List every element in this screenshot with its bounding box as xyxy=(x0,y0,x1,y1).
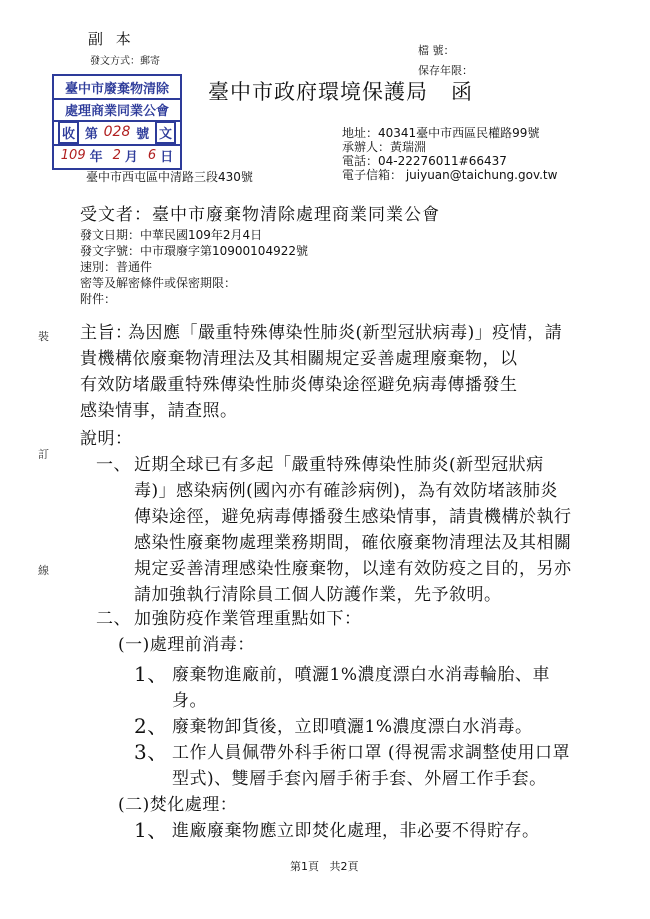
stamp-line1: 臺中市廢棄物清除 xyxy=(54,76,180,100)
item2-text: 加強防疫作業管理重點如下： xyxy=(134,609,362,629)
contact-email: 電子信箱： juiyuan@taichung.gov.tw xyxy=(342,168,558,182)
stamp-receipt-row xyxy=(54,120,180,146)
page-footer: 第1頁 共2頁 xyxy=(290,860,359,873)
contact-address: 地址：40341臺中市西區民權路99號 xyxy=(342,126,540,140)
item2-number: 二、 xyxy=(96,609,131,629)
binding-mark-2: 訂 xyxy=(38,448,49,461)
sub1-p1-line-1: 廢棄物進廠前，噴灑1%濃度漂白水消毒輪胎、車 xyxy=(172,665,550,685)
item1-line-6: 請加強執行清除員工個人防護作業，先予敘明。 xyxy=(134,585,502,605)
document-title: 臺中市政府環境保護局 函 xyxy=(208,80,474,104)
contact-phone: 電話：04-22276011#66437 xyxy=(342,154,507,168)
item1-line-3: 傳染途徑，避免病毒傳播發生感染情事，請貴機構於執行 xyxy=(134,507,572,527)
subject-label: 主旨： xyxy=(80,323,133,343)
stamp-recv-number: 028 xyxy=(103,124,131,140)
send-method: 發文方式：郵寄 xyxy=(90,56,160,67)
sub1-p3-number: 3、 xyxy=(134,740,168,764)
stamp-line2: 處理商業同業公會 xyxy=(54,98,180,122)
subject-line-2: 貴機構依廢棄物清理法及其相關規定妥善處理廢棄物，以 xyxy=(80,349,518,369)
binding-mark-3: 線 xyxy=(38,564,49,577)
stamp-recv-prefix: 第 xyxy=(84,126,98,142)
sub1-p3-line-1: 工作人員佩帶外科手術口罩 (得視需求調整使用口罩 xyxy=(172,743,571,763)
subject-line-3: 有效防堵嚴重特殊傳染性肺炎傳染途徑避免病毒傳播發生 xyxy=(80,375,518,395)
item1-line-5: 規定妥善清理感染性廢棄物，以達有效防疫之目的，另亦 xyxy=(134,559,572,579)
explanation-label: 說明： xyxy=(80,429,133,449)
sub1-p2-line-1: 廢棄物卸貨後，立即噴灑1%濃度漂白水消毒。 xyxy=(172,717,533,737)
stamp-month-unit: 月 xyxy=(124,149,138,165)
binding-mark-1: 裝 xyxy=(38,330,49,343)
stamp-recv-label: 收 xyxy=(58,121,79,144)
stamp-date-month: 2 xyxy=(112,147,121,163)
sub1-p1-number: 1、 xyxy=(134,662,168,686)
sub2-p1-line-1: 進廠廢棄物應立即焚化處理，非必要不得貯存。 xyxy=(172,821,540,841)
sub1-p1-line-2: 身。 xyxy=(172,691,207,711)
item1-number: 一、 xyxy=(96,455,131,475)
archive-number-label: 檔 號： xyxy=(418,44,455,57)
stamp-date-day: 6 xyxy=(147,147,157,163)
item1-line-2: 毒)」感染病例(國內亦有確診病例)，為有效防堵該肺炎 xyxy=(134,481,558,501)
sender-address: 臺中市西屯區中清路三段430號 xyxy=(86,170,253,184)
item1-line-1: 近期全球已有多起「嚴重特殊傳染性肺炎(新型冠狀病 xyxy=(134,455,544,475)
sub1-label: (一)處理前消毒： xyxy=(118,635,255,655)
attachments: 附件： xyxy=(80,292,117,306)
stamp-day-unit: 日 xyxy=(160,149,174,165)
sub2-p1-number: 1、 xyxy=(134,818,168,842)
stamp-date-year: 109 xyxy=(60,147,86,163)
subject-line-1: 為因應「嚴重特殊傳染性肺炎(新型冠狀病毒)」疫情，請 xyxy=(128,323,563,343)
item1-line-4: 感染性廢棄物處理業務期間，確依廢棄物清理法及其相關 xyxy=(134,533,572,553)
stamp-year-unit: 年 xyxy=(89,149,103,165)
issue-number: 發文字號：中市環廢字第10900104922號 xyxy=(80,244,308,258)
sub1-p2-number: 2、 xyxy=(134,714,168,738)
stamp-date-row xyxy=(54,144,180,166)
confidentiality: 密等及解密條件或保密期限： xyxy=(80,276,237,290)
sub1-p3-line-2: 型式)、雙層手套內層手術手套、外層工作手套。 xyxy=(172,769,547,789)
copy-label: 副 本 xyxy=(88,30,135,48)
retention-label: 保存年限： xyxy=(418,64,473,77)
receipt-stamp xyxy=(52,74,182,170)
stamp-doc-label: 文 xyxy=(155,121,176,144)
sub2-label: (二)焚化處理： xyxy=(118,795,238,815)
recipient: 受文者：臺中市廢棄物清除處理商業同業公會 xyxy=(80,205,440,225)
contact-handler: 承辦人：黃瑞淵 xyxy=(342,140,427,154)
delivery-speed: 速別：普通件 xyxy=(80,260,153,274)
issue-date: 發文日期：中華民國109年2月4日 xyxy=(80,228,263,242)
subject-line-4: 感染情事，請查照。 xyxy=(80,401,238,421)
stamp-recv-suffix: 號 xyxy=(136,126,150,142)
